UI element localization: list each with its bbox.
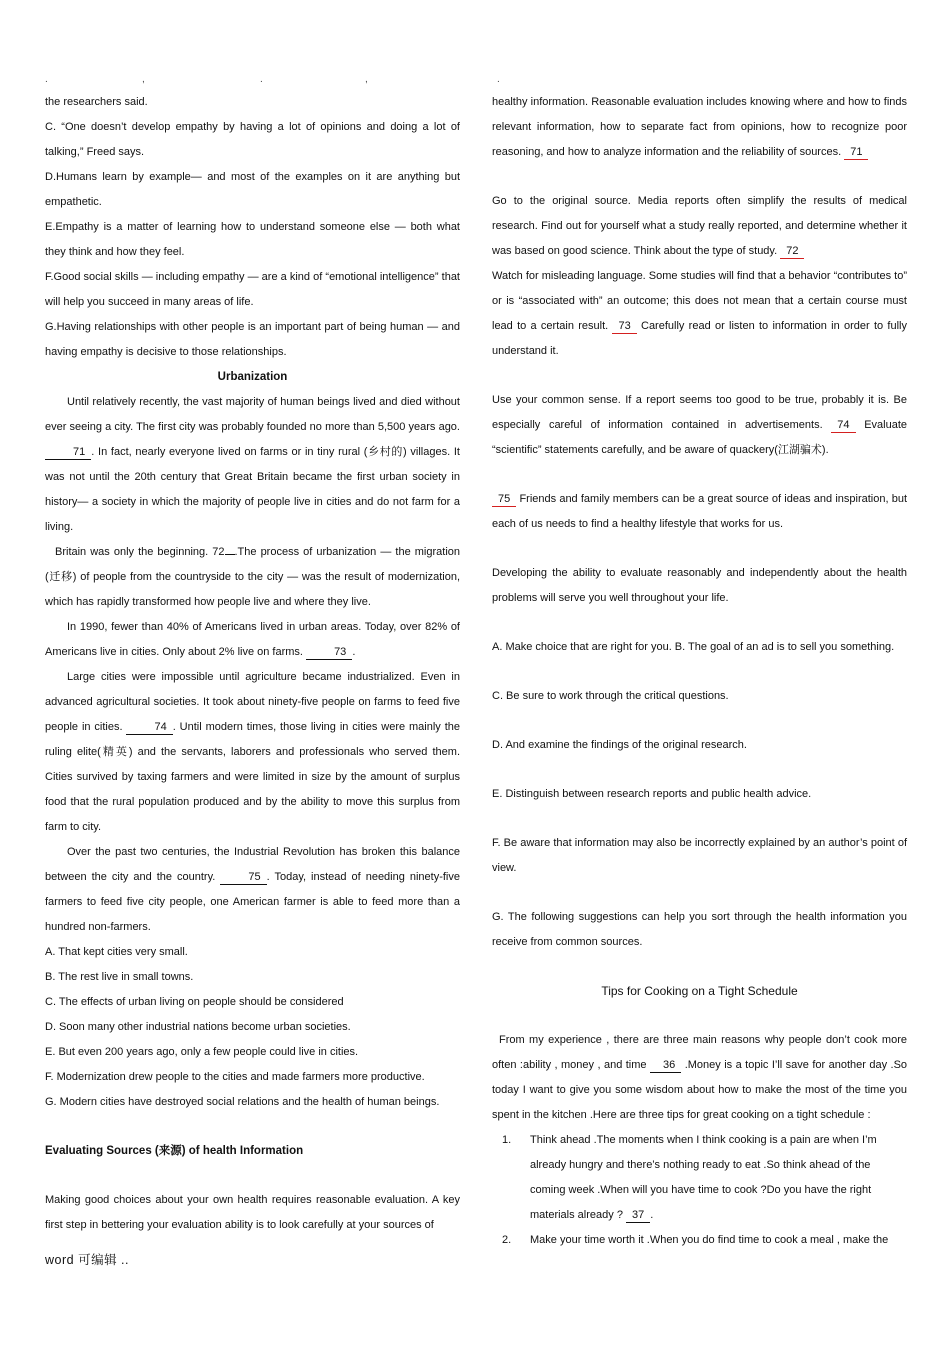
dot-row xyxy=(492,74,907,90)
evaluating-option-c: C. Be sure to work through the critical questions. xyxy=(492,690,729,702)
evaluating-paragraph-1-continued xyxy=(492,90,907,165)
option-d: D.Humans learn by example— and most of the examples on it are anything but empathetic. xyxy=(45,171,460,208)
evaluating-paragraph-3 xyxy=(492,264,907,364)
answer-blank-75[interactable]: 75 xyxy=(220,871,266,885)
spacer xyxy=(45,1164,460,1188)
spacer xyxy=(492,807,907,831)
urbanization-option-a: A. That kept cities very small. xyxy=(45,946,188,958)
list-item-text: Make your time worth it .When you do find time to cook a meal , make the xyxy=(530,1234,889,1246)
paragraph-text: Over the past two centuries, the Industrial Revolution has broken this balance between the city and the country. xyxy=(45,846,460,883)
paragraph-text: . Until modern times, those living in cities were mainly the ruling elite(精英) and the servants, laborers and professionals who served them. Cities survived by taxing farmers and were limited in size by the amount of surplus food that the rural population produced and by the ability to move this surplus from farm to city. xyxy=(45,721,461,833)
urbanization-paragraph-1 xyxy=(45,390,460,540)
right-column xyxy=(492,74,907,1253)
answer-blank-71[interactable]: 71 xyxy=(844,146,868,160)
answer-blank-73[interactable]: 73 xyxy=(306,646,352,660)
paragraph-text: In 1990, fewer than 40% of Americans lived in urban areas. Today, over 82% of Americans live in cities. Only about 2% live on farms. xyxy=(45,621,460,658)
list-number: 2. xyxy=(502,1234,512,1246)
evaluating-paragraph-5 xyxy=(492,487,907,537)
answer-blank-36[interactable]: 36 xyxy=(650,1059,681,1073)
list-item-text: . xyxy=(650,1209,654,1221)
dot: , xyxy=(142,74,145,85)
answer-blank-75[interactable]: 75 xyxy=(492,493,516,507)
paragraph-text: Watch for misleading language. Some studies will find that a behavior “contributes to” or is “associated with” an outcome; this does not mean that a certain course must lead to a certain result. xyxy=(492,270,907,332)
answer-blank-74[interactable]: 74 xyxy=(831,419,855,433)
evaluating-option-a-b: A. Make choice that are right for you. B. The goal of an ad is to sell you something. xyxy=(492,641,895,653)
option-e: E.Empathy is a matter of learning how to understand someone else — both what they think and how they feel. xyxy=(45,221,460,258)
dot-row xyxy=(45,74,460,90)
urbanization-option-b: B. The rest live in small towns. xyxy=(45,971,194,983)
spacer xyxy=(492,165,907,189)
answer-blank-72[interactable]: 72 xyxy=(780,245,804,259)
left-column xyxy=(45,74,460,1238)
paragraph-text: . Today, instead of needing ninety-five farmers to feed five city people, one American farmer is able to feed more than a hundred non-farmers. xyxy=(45,871,460,933)
list-item xyxy=(492,1228,907,1253)
spacer xyxy=(492,709,907,733)
evaluating-option-g: G. The following suggestions can help you sort through the health information you receive from common sources. xyxy=(492,911,907,948)
paragraph-text: Use your common sense. If a report seems too good to be true, probably it is. Be especially careful of information contained in advertisements. xyxy=(492,394,907,431)
paragraph-text: From my experience , there are three main reasons why people don’t cook more often :ability , money , and time xyxy=(492,1034,907,1071)
answer-blank-37[interactable]: 37 xyxy=(626,1209,650,1223)
section-title-urbanization: Urbanization xyxy=(217,371,288,383)
urbanization-option-d: D. Soon many other industrial nations become urban societies. xyxy=(45,1021,351,1033)
paragraph-text: Carefully read or listen to information in order to fully understand it. xyxy=(492,320,907,357)
spacer xyxy=(492,881,907,905)
urbanization-paragraph-5 xyxy=(45,840,460,940)
spacer xyxy=(45,1115,460,1139)
urbanization-option-e: E. But even 200 years ago, only a few people could live in cities. xyxy=(45,1046,359,1058)
option-g: G.Having relationships with other people is an important part of being human — and having empathy is decisive to those relationships. xyxy=(45,321,460,358)
paragraph-text: Britain was only the beginning. 72 xyxy=(55,546,225,558)
urbanization-option-c: C. The effects of urban living on people should be considered xyxy=(45,996,344,1008)
list-item xyxy=(492,1128,907,1228)
cooking-paragraph-1 xyxy=(492,1028,907,1128)
answer-blank-72[interactable] xyxy=(225,554,235,555)
paragraph-text: . xyxy=(352,646,356,658)
evaluating-option-d: D. And examine the findings of the original research. xyxy=(492,739,747,751)
dot: , xyxy=(365,74,368,85)
evaluating-paragraph-6: Developing the ability to evaluate reasonably and independently about the health problems will serve you well throughout your life. xyxy=(492,567,907,604)
spacer xyxy=(492,537,907,561)
paragraph-text: Until relatively recently, the vast majority of human beings lived and died without ever seeing a city. The first city was probably founded no more than 5,500 years ago. xyxy=(45,396,460,433)
spacer xyxy=(492,364,907,388)
paragraph-text: .Money is a topic I’ll save for another day .So today I want to give you some wisdom about how to make the most of the time you spent in the kitchen .Here are three tips for great cooking on a tight schedule : xyxy=(492,1059,908,1121)
evaluating-option-e: E. Distinguish between research reports and public health advice. xyxy=(492,788,812,800)
answer-blank-74[interactable]: 74 xyxy=(126,721,172,735)
text-line: the researchers said. xyxy=(45,96,148,108)
evaluating-paragraph-1: Making good choices about your own health requires reasonable evaluation. A key first step in bettering your evaluation ability is to look carefully at your sources of xyxy=(45,1194,460,1231)
spacer xyxy=(492,1004,907,1028)
paragraph-text: .The process of urbanization — the migration (迁移) of people from the countryside to the city — was the result of modernization, which has rapidly transformed how people live and where they live. xyxy=(45,546,460,608)
answer-blank-71[interactable]: 71 xyxy=(45,446,91,460)
spacer xyxy=(492,660,907,684)
option-f: F.Good social skills — including empathy — are a kind of “emotional intelligence” that will help you succeed in many areas of life. xyxy=(45,271,460,308)
option-c: C. “One doesn’t develop empathy by having a lot of opinions and doing a lot of talking,” Freed says. xyxy=(45,121,460,158)
paragraph-text: Go to the original source. Media reports often simplify the results of medical research. Find out for yourself what a study really reported, and determine whether it was based on good science. Think about the type of study. xyxy=(492,195,907,257)
section-title-evaluating-sources: Evaluating Sources (来源) of health Information xyxy=(45,1145,304,1157)
paragraph-text: . In fact, nearly everyone lived on farms or in tiny rural (乡村的) villages. It was not until the 20th century that Great Britain became the first urban society in history— a society in which the majority of people live in cities and do not farm for a living. xyxy=(45,446,460,533)
urbanization-option-g: G. Modern cities have destroyed social relations and the health of human beings. xyxy=(45,1096,440,1108)
urbanization-paragraph-2 xyxy=(45,540,460,615)
footer-note: word 可编辑 .. xyxy=(45,1253,129,1267)
spacer xyxy=(492,955,907,979)
paragraph-text: Evaluate “scientific” statements carefully, and be aware of quackery(江湖骗术). xyxy=(492,419,907,456)
paragraph-text: healthy information. Reasonable evaluation includes knowing where and how to finds relevant information, how to separate fact from opinions, how to recognize poor reasoning, and how to analyze information and the reliability of sources. xyxy=(492,96,907,158)
dot: . xyxy=(45,74,48,85)
urbanization-paragraph-4 xyxy=(45,665,460,840)
spacer xyxy=(492,758,907,782)
paragraph-text: Friends and family members can be a great source of ideas and inspiration, but each of us needs to find a healthy lifestyle that works for us. xyxy=(492,493,907,530)
evaluating-option-f: F. Be aware that information may also be incorrectly explained by an author’s point of view. xyxy=(492,837,907,874)
evaluating-paragraph-2 xyxy=(492,189,907,264)
list-item-text: Think ahead .The moments when I think cooking is a pain are when I’m already hungry and there’s nothing ready to eat .So think ahead of the coming week .When will you have time to cook ?Do you have the right materials already ? xyxy=(530,1134,877,1221)
urbanization-option-f: F. Modernization drew people to the cities and made farmers more productive. xyxy=(45,1071,425,1083)
paragraph-text: Large cities were impossible until agriculture became industrialized. Even in advanced agricultural societies. It took about ninety-five people on farms to feed five people in cities. xyxy=(45,671,460,733)
section-title-cooking-tips: Tips for Cooking on a Tight Schedule xyxy=(601,984,798,998)
spacer xyxy=(492,611,907,635)
dot: . xyxy=(497,74,500,85)
evaluating-paragraph-4 xyxy=(492,388,907,463)
dot: . xyxy=(260,74,263,85)
urbanization-paragraph-3 xyxy=(45,615,460,665)
answer-blank-73[interactable]: 73 xyxy=(612,320,636,334)
tips-list xyxy=(492,1128,907,1253)
spacer xyxy=(492,463,907,487)
list-number: 1. xyxy=(502,1134,512,1146)
